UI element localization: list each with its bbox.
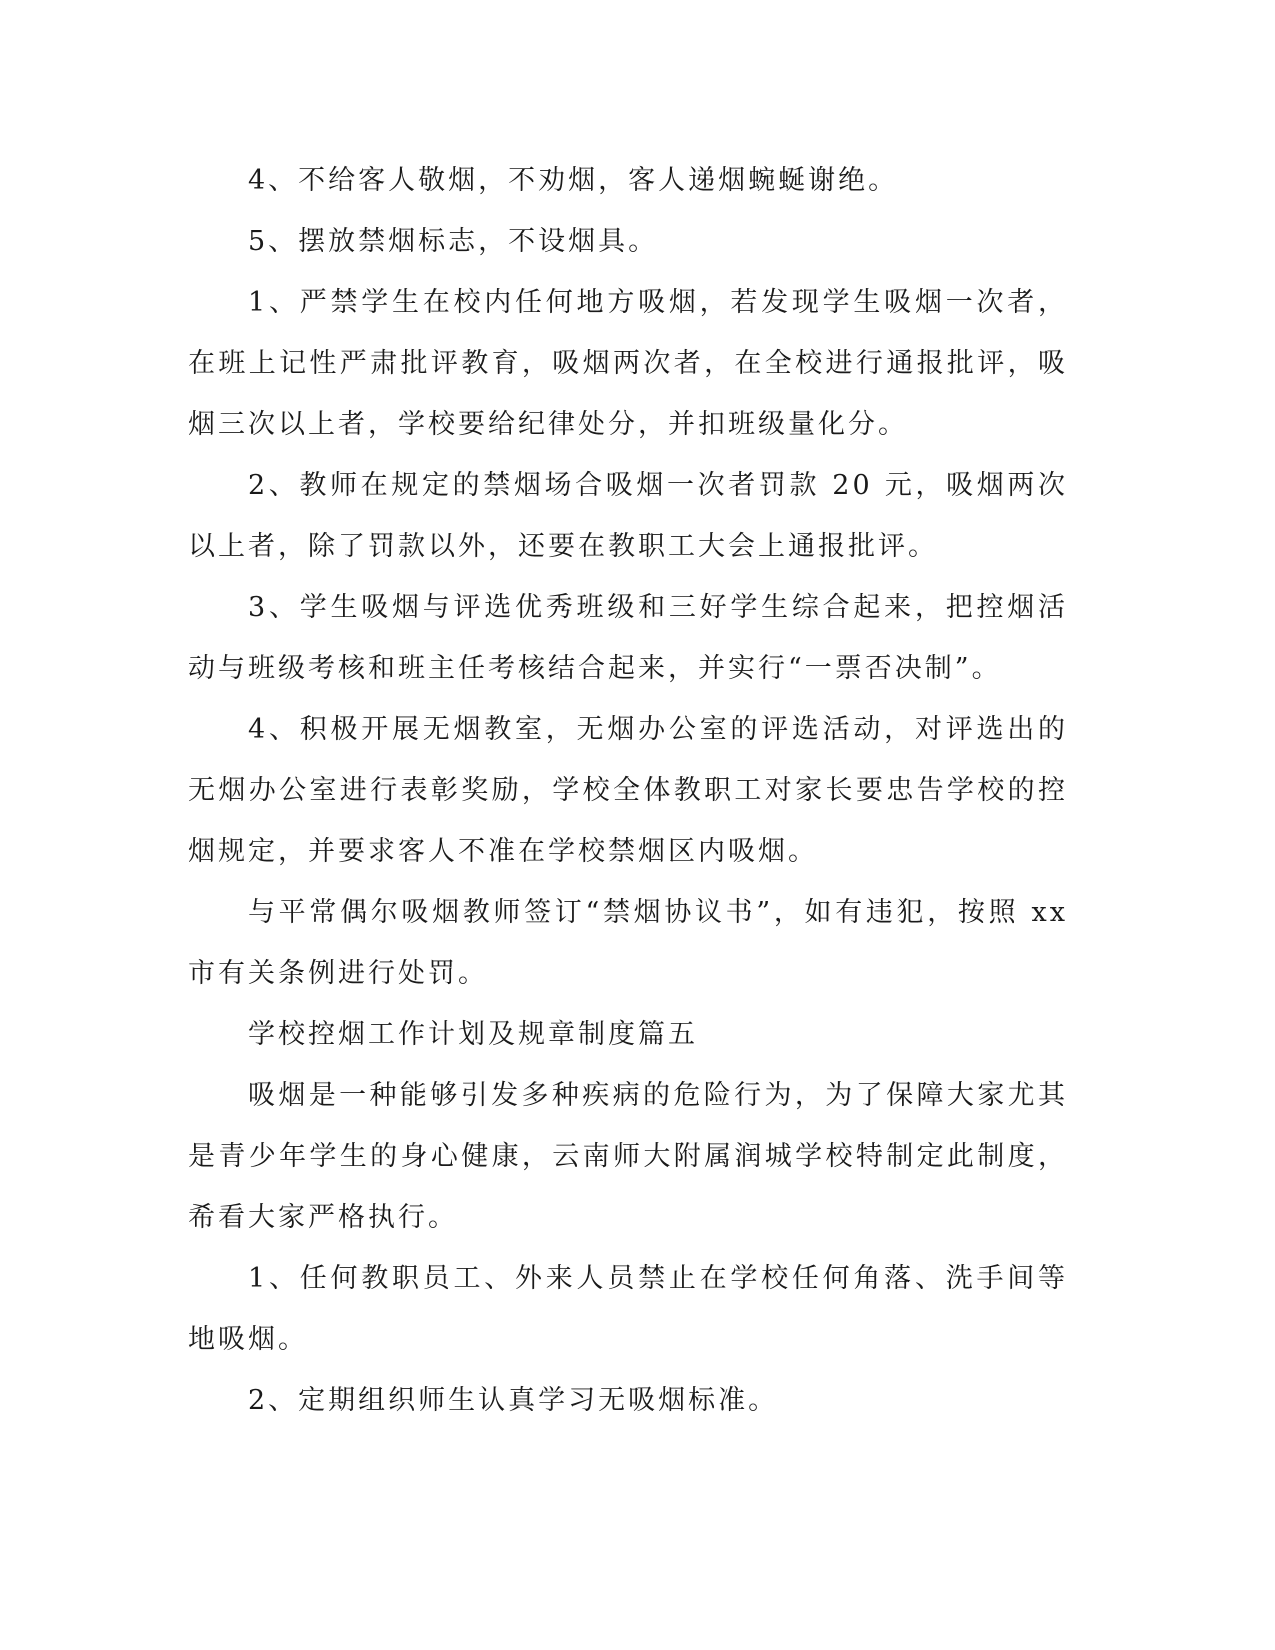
paragraph: 5、摆放禁烟标志，不设烟具。	[248, 226, 659, 257]
paragraph: 2、定期组织师生认真学习无吸烟标准。	[248, 1385, 779, 1416]
paragraph: 4、不给客人敬烟，不劝烟，客人递烟蜿蜒谢绝。	[248, 165, 899, 196]
paragraph: 2、教师在规定的禁烟场合吸烟一次者罚款 20 元，吸烟两次以上者，除了罚款以外，还要在教职工大会上通报批评。	[188, 470, 1068, 562]
section-heading: 学校控烟工作计划及规章制度篇五	[248, 1019, 698, 1050]
paragraph: 吸烟是一种能够引发多种疾病的危险行为，为了保障大家尤其是青少年学生的身心健康，云南师大附属润城学校特制定此制度，希看大家严格执行。	[188, 1080, 1068, 1233]
paragraph: 1、任何教职员工、外来人员禁止在学校任何角落、洗手间等地吸烟。	[188, 1263, 1068, 1355]
paragraph: 4、积极开展无烟教室，无烟办公室的评选活动，对评选出的无烟办公室进行表彰奖励，学校全体教职工对家长要忠告学校的控烟规定，并要求客人不准在学校禁烟区内吸烟。	[188, 714, 1068, 867]
paragraph: 3、学生吸烟与评选优秀班级和三好学生综合起来，把控烟活动与班级考核和班主任考核结合起来，并实行“一票否决制”。	[188, 592, 1068, 684]
document-body	[188, 150, 1068, 1431]
paragraph: 1、严禁学生在校内任何地方吸烟，若发现学生吸烟一次者，在班上记性严肃批评教育，吸烟两次者，在全校进行通报批评，吸烟三次以上者，学校要给纪律处分，并扣班级量化分。	[188, 287, 1068, 440]
paragraph: 与平常偶尔吸烟教师签订“禁烟协议书”，如有违犯，按照 xx 市有关条例进行处罚。	[188, 897, 1068, 989]
